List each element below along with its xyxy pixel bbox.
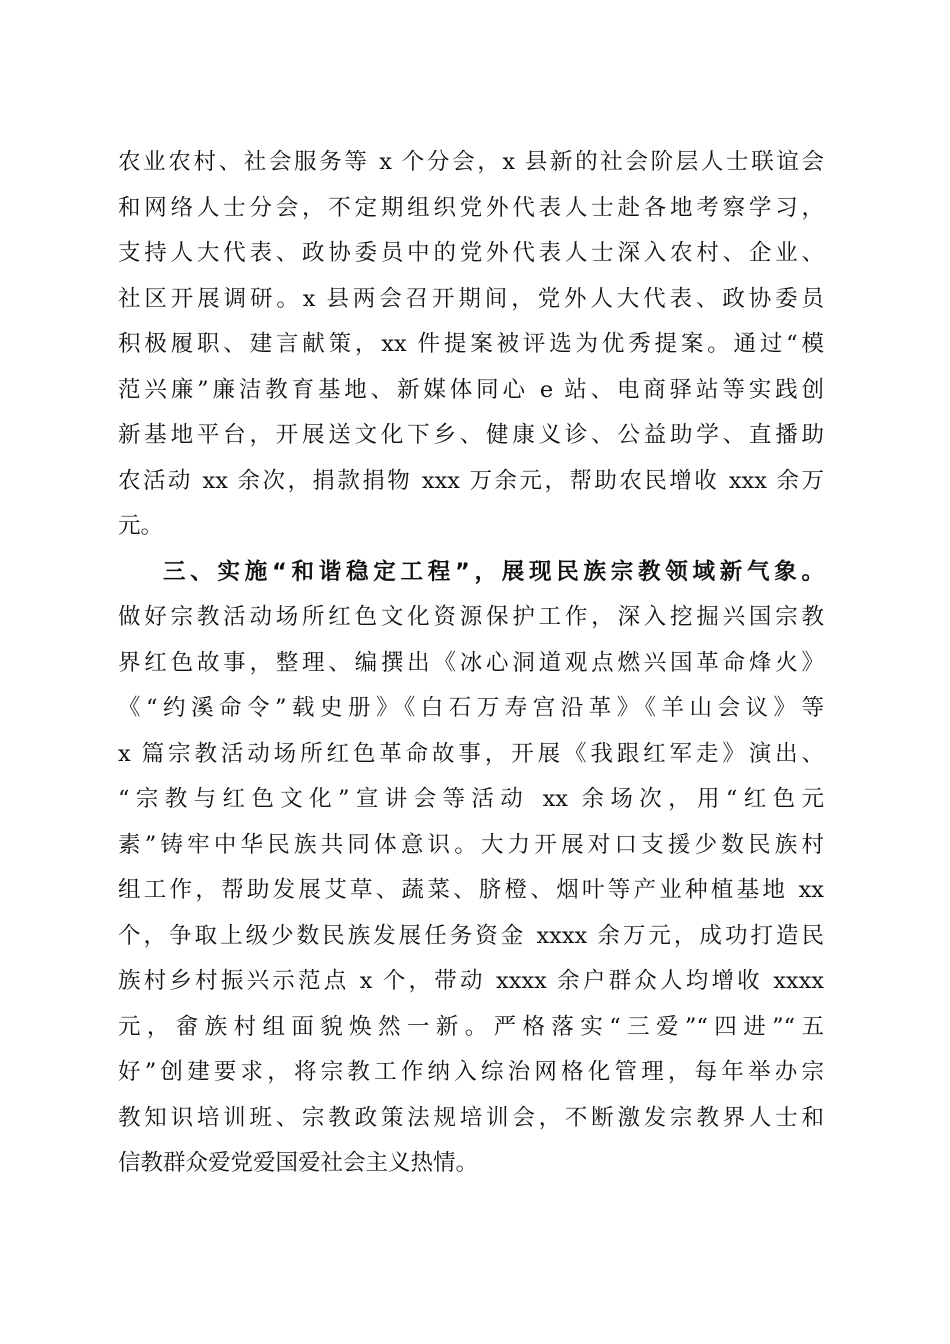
text-line: 个，争取上级少数民族发展任务资金 xxxx 余万元，成功打造民 <box>118 922 824 949</box>
text-line: 《“约溪命令”载史册》《白石万寿宫沿革》《羊山会议》等 <box>118 695 824 721</box>
text-line: “宗教与红色文化”宣讲会等活动 xx 余场次，用“红色元 <box>118 786 824 812</box>
text-line: 元。 <box>118 513 164 539</box>
text-line: 新基地平台，开展送文化下乡、健康义诊、公益助学、直播助 <box>118 422 824 448</box>
text-line: 族村乡村振兴示范点 x 个，带动 xxxx 余户群众人均增收 xxxx <box>118 968 824 994</box>
text-line: 支持人大代表、政协委员中的党外代表人士深入农村、企业、 <box>118 240 824 266</box>
text-line: 组工作，帮助发展艾草、蔬菜、脐橙、烟叶等产业种植基地 xx <box>118 877 824 903</box>
document-body <box>118 140 824 1187</box>
text-line: 和网络人士分会，不定期组织党外代表人士赴各地考察学习， <box>118 194 824 221</box>
text-line: 农业农村、社会服务等 x 个分会，x 县新的社会阶层人士联谊会 <box>118 149 824 175</box>
text-line: 元，畲族村组面貌焕然一新。严格落实“三爱”“四进”“五 <box>118 1013 824 1040</box>
text-line: 界红色故事，整理、编撰出《冰心洞道观点燃兴国革命烽火》 <box>118 649 824 676</box>
section-heading: 三、实施“和谐稳定工程”，展现民族宗教领域新气象。 <box>163 558 824 585</box>
paragraph-intro <box>118 140 824 550</box>
text-line: 信教群众爱党爱国爱社会主义热情。 <box>118 1150 479 1176</box>
text-line: 社区开展调研。x 县两会召开期间，党外人大代表、政协委员 <box>118 285 824 312</box>
text-line: 好”创建要求，将宗教工作纳入综治网格化管理，每年举办宗 <box>118 1059 824 1085</box>
section-three <box>118 550 824 1187</box>
text-line: 做好宗教活动场所红色文化资源保护工作，深入挖掘兴国宗教 <box>118 604 824 630</box>
text-line: 素”铸牢中华民族共同体意识。大力开展对口支援少数民族村 <box>118 831 824 858</box>
text-line: 教知识培训班、宗教政策法规培训会，不断激发宗教界人士和 <box>118 1104 824 1131</box>
text-line: 范兴廉”廉洁教育基地、新媒体同心 e 站、电商驿站等实践创 <box>118 376 824 403</box>
text-line: x 篇宗教活动场所红色革命故事，开展《我跟红军走》演出、 <box>118 740 824 767</box>
text-line: 积极履职、建言献策，xx 件提案被评选为优秀提案。通过“模 <box>118 331 824 357</box>
text-line: 农活动 xx 余次，捐款捐物 xxx 万余元，帮助农民增收 xxx 余万 <box>118 467 824 494</box>
